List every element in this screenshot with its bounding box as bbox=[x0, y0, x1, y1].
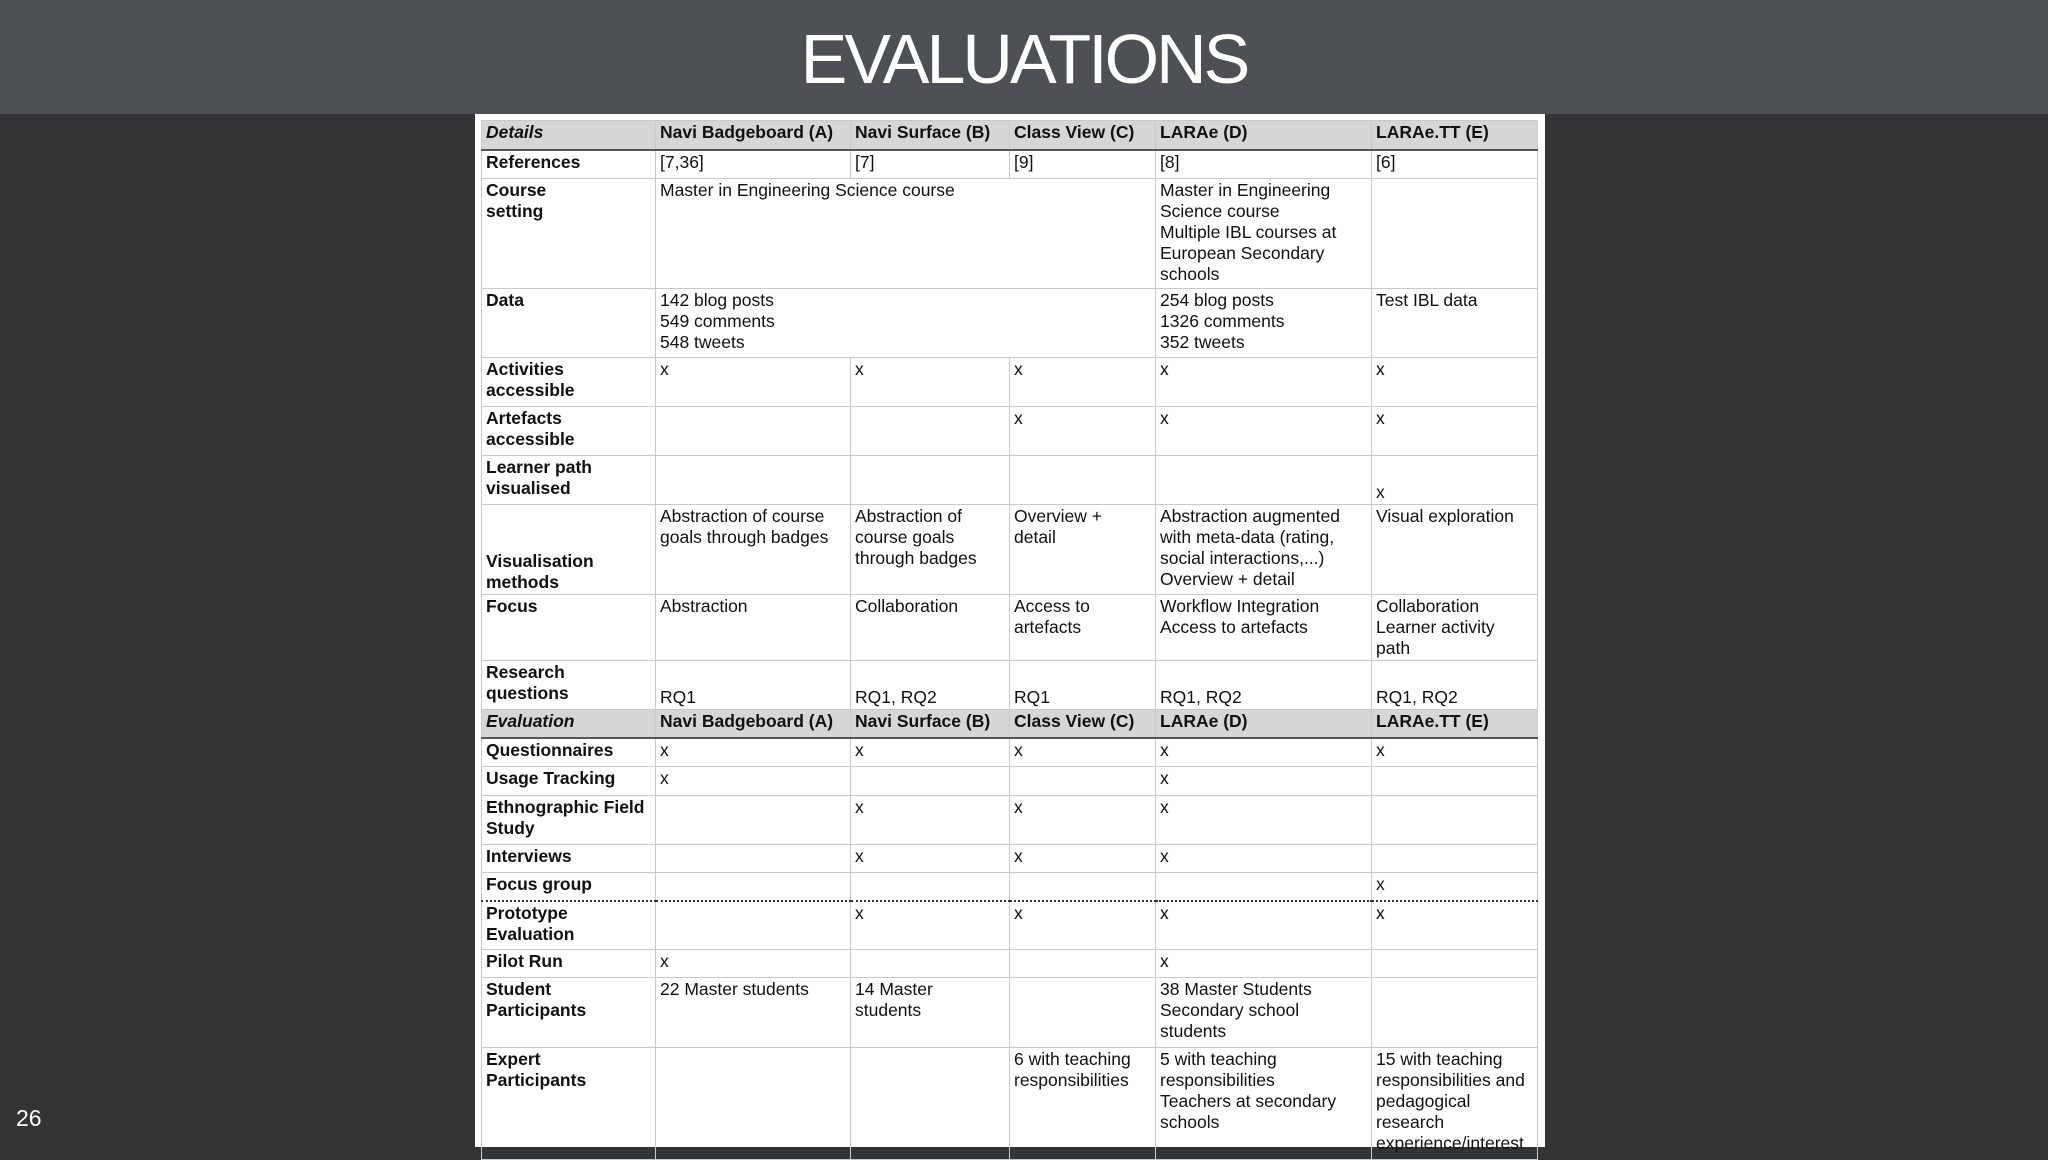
row-label: Interviews bbox=[482, 845, 656, 873]
header-cell: Navi Badgeboard (A) bbox=[656, 121, 851, 150]
table-cell: RQ1, RQ2 bbox=[1156, 661, 1372, 710]
table-cell: RQ1 bbox=[656, 661, 851, 710]
table-cell: x bbox=[1156, 950, 1372, 978]
header-cell: Evaluation bbox=[482, 710, 656, 738]
table-cell: Workflow Integration Access to artefacts bbox=[1156, 595, 1372, 661]
table-cell bbox=[1010, 978, 1156, 1048]
table-cell: x bbox=[1372, 738, 1538, 767]
details-header-row bbox=[482, 121, 1538, 150]
row-label: Pilot Run bbox=[482, 950, 656, 978]
table-cell: Master in Engineering Science course Multiple IBL courses at European Secondary schools bbox=[1156, 179, 1372, 289]
header-cell: Class View (C) bbox=[1010, 121, 1156, 150]
row-label: Artefacts accessible bbox=[482, 407, 656, 456]
table-row bbox=[482, 456, 1538, 505]
table-cell: x bbox=[1372, 456, 1538, 505]
row-label: Usage Tracking bbox=[482, 767, 656, 796]
table-cell: x bbox=[1372, 901, 1538, 950]
table-cell bbox=[1156, 873, 1372, 901]
table-cell: 38 Master Students Secondary school students bbox=[1156, 978, 1372, 1048]
header-cell: Navi Surface (B) bbox=[851, 121, 1010, 150]
header-cell: Class View (C) bbox=[1010, 710, 1156, 738]
table-cell: 14 Master students bbox=[851, 978, 1010, 1048]
header-cell: LARAe.TT (E) bbox=[1372, 121, 1538, 150]
slide-title: EVALUATIONS bbox=[800, 20, 1248, 98]
table-row bbox=[482, 845, 1538, 873]
table-cell: [7,36] bbox=[656, 150, 851, 179]
table-cell: x bbox=[1010, 738, 1156, 767]
header-cell: LARAe (D) bbox=[1156, 710, 1372, 738]
table-cell bbox=[851, 1048, 1010, 1160]
table-cell: [7] bbox=[851, 150, 1010, 179]
table-cell: x bbox=[1372, 407, 1538, 456]
table-cell bbox=[851, 767, 1010, 796]
evaluation-table bbox=[481, 120, 1538, 1160]
table-cell: [9] bbox=[1010, 150, 1156, 179]
row-label: Questionnaires bbox=[482, 738, 656, 767]
table-row bbox=[482, 796, 1538, 845]
table-cell: x bbox=[1156, 845, 1372, 873]
row-label: Focus group bbox=[482, 873, 656, 901]
table-cell bbox=[656, 873, 851, 901]
table-row bbox=[482, 505, 1538, 595]
row-label: Expert Participants bbox=[482, 1048, 656, 1160]
header-cell: LARAe (D) bbox=[1156, 121, 1372, 150]
table-cell: 254 blog posts 1326 comments 352 tweets bbox=[1156, 289, 1372, 358]
table-cell: x bbox=[1156, 358, 1372, 407]
row-label: Activities accessible bbox=[482, 358, 656, 407]
table-row bbox=[482, 1048, 1538, 1160]
evaluation-header-row bbox=[482, 710, 1538, 738]
table-cell: 6 with teaching responsibilities bbox=[1010, 1048, 1156, 1160]
row-label: Data bbox=[482, 289, 656, 358]
row-label: Prototype Evaluation bbox=[482, 901, 656, 950]
table-cell bbox=[1372, 845, 1538, 873]
table-cell bbox=[656, 796, 851, 845]
table-cell: x bbox=[851, 901, 1010, 950]
table-cell: 22 Master students bbox=[656, 978, 851, 1048]
table-cell: Access to artefacts bbox=[1010, 595, 1156, 661]
table-cell: x bbox=[656, 738, 851, 767]
table-cell bbox=[656, 456, 851, 505]
table-cell: 15 with teaching responsibilities and pedagogical research experience/interest bbox=[1372, 1048, 1538, 1160]
table-cell: x bbox=[656, 358, 851, 407]
table-cell: Overview + detail bbox=[1010, 505, 1156, 595]
table-cell bbox=[1156, 456, 1372, 505]
row-label: Student Participants bbox=[482, 978, 656, 1048]
table-cell: x bbox=[851, 738, 1010, 767]
table-cell bbox=[1372, 179, 1538, 289]
table-cell bbox=[851, 456, 1010, 505]
table-cell bbox=[1010, 873, 1156, 901]
header-cell: LARAe.TT (E) bbox=[1372, 710, 1538, 738]
table-cell: RQ1 bbox=[1010, 661, 1156, 710]
table-row bbox=[482, 150, 1538, 179]
table-cell: RQ1, RQ2 bbox=[851, 661, 1010, 710]
table-cell: 142 blog posts 549 comments 548 tweets bbox=[656, 289, 1156, 358]
table-cell: x bbox=[656, 950, 851, 978]
header-cell: Details bbox=[482, 121, 656, 150]
table-cell bbox=[1010, 456, 1156, 505]
table-cell: x bbox=[1156, 901, 1372, 950]
table-row bbox=[482, 738, 1538, 767]
table-cell: x bbox=[1156, 796, 1372, 845]
page-number: 26 bbox=[16, 1105, 42, 1131]
table-cell: x bbox=[1372, 873, 1538, 901]
table-cell bbox=[656, 407, 851, 456]
table-cell: x bbox=[1372, 358, 1538, 407]
table-cell: 5 with teaching responsibilities Teachers at secondary schools bbox=[1156, 1048, 1372, 1160]
row-label: Course setting bbox=[482, 179, 656, 289]
table-cell: x bbox=[851, 796, 1010, 845]
table-cell: x bbox=[1010, 358, 1156, 407]
table-cell: x bbox=[1156, 407, 1372, 456]
table-cell bbox=[1372, 796, 1538, 845]
row-label: Visualisation methods bbox=[482, 505, 656, 595]
table-cell: Test IBL data bbox=[1372, 289, 1538, 358]
table-cell bbox=[656, 845, 851, 873]
table-cell bbox=[1010, 950, 1156, 978]
table-row bbox=[482, 950, 1538, 978]
table-cell: x bbox=[656, 767, 851, 796]
table-cell: x bbox=[851, 845, 1010, 873]
table-row bbox=[482, 289, 1538, 358]
table-row bbox=[482, 767, 1538, 796]
row-label: Research questions bbox=[482, 661, 656, 710]
table-row bbox=[482, 873, 1538, 901]
table-cell bbox=[851, 873, 1010, 901]
table-cell bbox=[1372, 978, 1538, 1048]
table-cell: Master in Engineering Science course bbox=[656, 179, 1156, 289]
table-cell bbox=[1010, 767, 1156, 796]
table-row bbox=[482, 595, 1538, 661]
table-cell: Visual exploration bbox=[1372, 505, 1538, 595]
table-cell: x bbox=[1010, 845, 1156, 873]
table-row bbox=[482, 978, 1538, 1048]
row-label: Ethnographic Field Study bbox=[482, 796, 656, 845]
table-cell: Collaboration bbox=[851, 595, 1010, 661]
table-cell bbox=[851, 407, 1010, 456]
row-label: References bbox=[482, 150, 656, 179]
table-cell: [8] bbox=[1156, 150, 1372, 179]
table-cell: RQ1, RQ2 bbox=[1372, 661, 1538, 710]
table-cell: x bbox=[851, 358, 1010, 407]
table-cell bbox=[1372, 950, 1538, 978]
row-label: Learner path visualised bbox=[482, 456, 656, 505]
table-cell bbox=[851, 950, 1010, 978]
table-row bbox=[482, 358, 1538, 407]
table-cell: x bbox=[1010, 407, 1156, 456]
table-cell bbox=[656, 1048, 851, 1160]
table-cell: Collaboration Learner activity path bbox=[1372, 595, 1538, 661]
table-cell: x bbox=[1156, 767, 1372, 796]
table-cell bbox=[656, 901, 851, 950]
table-cell: x bbox=[1156, 738, 1372, 767]
row-label: Focus bbox=[482, 595, 656, 661]
header-cell: Navi Surface (B) bbox=[851, 710, 1010, 738]
table-cell: Abstraction augmented with meta-data (rating, social interactions,...) Overview + detail bbox=[1156, 505, 1372, 595]
table-cell: Abstraction of course goals through badges bbox=[851, 505, 1010, 595]
table-cell: Abstraction of course goals through badges bbox=[656, 505, 851, 595]
evaluation-table-frame bbox=[475, 114, 1545, 1153]
table-cell: x bbox=[1010, 901, 1156, 950]
table-row bbox=[482, 661, 1538, 710]
table-cell: [6] bbox=[1372, 150, 1538, 179]
table-cell bbox=[1372, 767, 1538, 796]
header-cell: Navi Badgeboard (A) bbox=[656, 710, 851, 738]
table-cell: x bbox=[1010, 796, 1156, 845]
table-row bbox=[482, 179, 1538, 289]
table-cell: Abstraction bbox=[656, 595, 851, 661]
table-row bbox=[482, 407, 1538, 456]
table-row bbox=[482, 901, 1538, 950]
